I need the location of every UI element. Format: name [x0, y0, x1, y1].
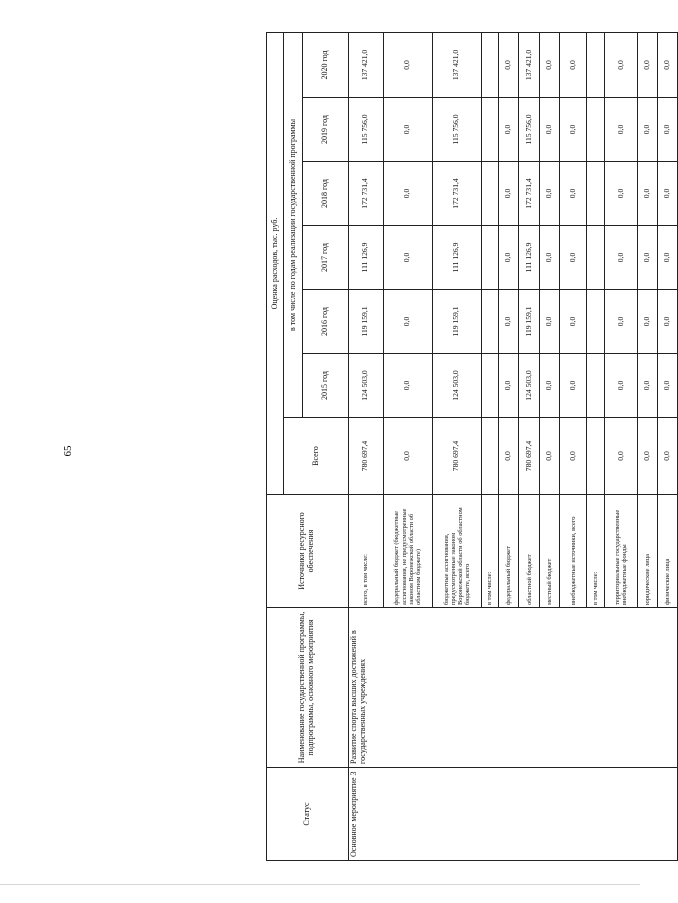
year-value-cell: 0,0 [383, 290, 432, 354]
year-value-cell: 111 126,9 [348, 226, 383, 290]
year-header: 2019 год [302, 98, 348, 162]
source-cell: физические лица [658, 495, 678, 608]
year-value-cell: 0,0 [560, 290, 587, 354]
year-value-cell: 119 159,1 [519, 290, 539, 354]
total-header: Всего [284, 418, 348, 495]
year-value-cell: 172 731,4 [432, 162, 481, 226]
year-value-cell [586, 32, 604, 97]
year-value-cell: 111 126,9 [519, 226, 539, 290]
total-cell: 0,0 [383, 418, 432, 495]
year-value-cell: 137 421,0 [348, 32, 383, 97]
program-name-header: Наименование государственной программы, подпрограммы, основного мероприятия [267, 608, 349, 768]
year-value-cell: 0,0 [638, 32, 658, 97]
year-value-cell: 0,0 [658, 98, 678, 162]
year-header: 2015 год [302, 354, 348, 418]
year-value-cell: 0,0 [560, 32, 587, 97]
source-cell: юридические лица [638, 495, 658, 608]
sources-header: Источники ресурсного обеспечения [267, 495, 349, 608]
year-value-cell [586, 226, 604, 290]
year-value-cell [586, 290, 604, 354]
year-value-cell: 0,0 [605, 354, 638, 418]
year-value-cell [481, 98, 498, 162]
year-value-cell: 137 421,0 [519, 32, 539, 97]
year-value-cell: 0,0 [658, 354, 678, 418]
year-value-cell: 0,0 [638, 226, 658, 290]
year-value-cell [481, 32, 498, 97]
year-value-cell: 124 503,0 [432, 354, 481, 418]
year-value-cell: 0,0 [383, 354, 432, 418]
year-value-cell: 0,0 [383, 226, 432, 290]
year-value-cell: 0,0 [499, 290, 519, 354]
source-cell: всего, в том числе: [348, 495, 383, 608]
total-cell: 0,0 [638, 418, 658, 495]
page-bottom-rule [0, 884, 640, 885]
total-cell: 780 697,4 [519, 418, 539, 495]
source-cell: местный бюджет [539, 495, 559, 608]
year-value-cell [586, 98, 604, 162]
total-cell [586, 418, 604, 495]
page-number: 65 [62, 445, 74, 457]
year-header: 2016 год [302, 290, 348, 354]
total-cell: 0,0 [605, 418, 638, 495]
status-header: Статус [267, 768, 349, 861]
year-header: 2018 год [302, 162, 348, 226]
year-value-cell: 137 421,0 [432, 32, 481, 97]
source-cell: территориальные государственные внебюджетные фонды [605, 495, 638, 608]
year-value-cell: 0,0 [560, 354, 587, 418]
by-years-header: в том числе по годам реализации государственной программы [284, 32, 302, 417]
year-value-cell: 0,0 [539, 354, 559, 418]
year-value-cell: 0,0 [539, 98, 559, 162]
source-cell: федеральный бюджет (бюджетные ассигнования, не предусмотренные законом Воронежской области об областном бюджете) [383, 495, 432, 608]
year-value-cell: 111 126,9 [432, 226, 481, 290]
year-value-cell: 0,0 [638, 354, 658, 418]
year-value-cell: 0,0 [499, 32, 519, 97]
total-cell: 780 697,4 [432, 418, 481, 495]
table-body [267, 32, 678, 860]
rotated-table-container [266, 33, 678, 861]
year-value-cell: 0,0 [658, 32, 678, 97]
year-value-cell: 172 731,4 [348, 162, 383, 226]
year-value-cell: 0,0 [658, 290, 678, 354]
year-value-cell: 0,0 [605, 32, 638, 97]
year-value-cell: 0,0 [499, 226, 519, 290]
year-value-cell: 0,0 [383, 162, 432, 226]
year-header: 2017 год [302, 226, 348, 290]
year-value-cell: 0,0 [605, 162, 638, 226]
year-value-cell: 0,0 [499, 98, 519, 162]
year-header: 2020 год [302, 32, 348, 97]
year-value-cell: 0,0 [539, 226, 559, 290]
total-cell: 0,0 [658, 418, 678, 495]
year-value-cell [481, 226, 498, 290]
total-cell: 0,0 [499, 418, 519, 495]
source-cell: областной бюджет [519, 495, 539, 608]
year-value-cell: 172 731,4 [519, 162, 539, 226]
year-value-cell: 0,0 [638, 98, 658, 162]
total-cell: 0,0 [539, 418, 559, 495]
source-cell: федеральный бюджет [499, 495, 519, 608]
budget-table [266, 32, 678, 861]
year-value-cell: 0,0 [560, 226, 587, 290]
source-cell: в том числе: [481, 495, 498, 608]
year-value-cell [586, 162, 604, 226]
year-value-cell: 115 756,0 [432, 98, 481, 162]
year-value-cell: 0,0 [638, 290, 658, 354]
year-value-cell: 0,0 [499, 162, 519, 226]
year-value-cell: 0,0 [383, 32, 432, 97]
year-value-cell: 0,0 [605, 226, 638, 290]
year-value-cell: 0,0 [638, 162, 658, 226]
year-value-cell: 115 756,0 [519, 98, 539, 162]
year-value-cell: 0,0 [383, 98, 432, 162]
year-value-cell: 0,0 [658, 162, 678, 226]
year-value-cell [481, 354, 498, 418]
header-row-1 [267, 32, 284, 860]
year-value-cell: 119 159,1 [348, 290, 383, 354]
source-cell: в том числе: [586, 495, 604, 608]
year-value-cell: 124 503,0 [519, 354, 539, 418]
total-cell [481, 418, 498, 495]
year-value-cell: 0,0 [560, 98, 587, 162]
estimate-header: Оценка расходов, тыс. руб. [267, 32, 284, 494]
year-value-cell: 0,0 [605, 290, 638, 354]
year-value-cell: 0,0 [605, 98, 638, 162]
table-row [348, 32, 383, 860]
year-value-cell: 0,0 [499, 354, 519, 418]
year-value-cell [586, 354, 604, 418]
year-value-cell: 0,0 [658, 226, 678, 290]
source-cell: бюджетные ассигнования, предусмотренные законом Воронежской области об областном бюджете, всего [432, 495, 481, 608]
year-value-cell: 0,0 [539, 162, 559, 226]
year-value-cell: 115 756,0 [348, 98, 383, 162]
year-value-cell: 0,0 [560, 162, 587, 226]
total-cell: 0,0 [560, 418, 587, 495]
total-cell: 780 697,4 [348, 418, 383, 495]
year-value-cell: 0,0 [539, 290, 559, 354]
year-value-cell [481, 290, 498, 354]
activity-name-cell: Развитие спорта высших достижений в государственных учреждениях [348, 608, 677, 768]
year-value-cell [481, 162, 498, 226]
year-value-cell: 0,0 [539, 32, 559, 97]
year-value-cell: 119 159,1 [432, 290, 481, 354]
activity-status-cell: Основное мероприятие 3 [348, 768, 677, 861]
source-cell: внебюджетные источники, всего [560, 495, 587, 608]
year-value-cell: 124 503,0 [348, 354, 383, 418]
